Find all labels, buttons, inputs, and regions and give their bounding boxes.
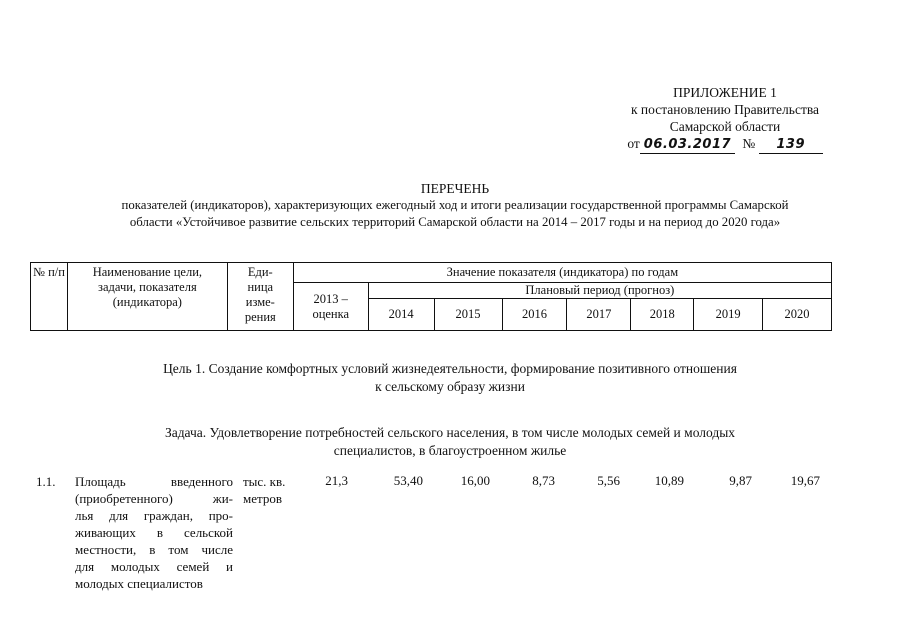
name-line: для молодых семей и bbox=[75, 559, 233, 574]
header-year: 2019 bbox=[694, 299, 763, 331]
header-name: Наименование цели, задачи, показателя (индикатора) bbox=[67, 263, 227, 331]
task-line-2: специалистов, в благоустроенном жилье bbox=[333, 443, 567, 458]
header-num: № п/п bbox=[31, 263, 68, 331]
header-year: 2014 bbox=[368, 299, 434, 331]
unit-line: метров bbox=[243, 491, 282, 506]
row-indicator-name bbox=[75, 473, 233, 592]
title-line-1: показателей (индикаторов), характеризующих ежегодный ход и итоги реализации государственной программы Самарской bbox=[121, 198, 789, 212]
value-2017: 5,56 bbox=[597, 473, 620, 488]
title-line-2: области «Устойчивое развитие сельских территорий Самарской области на 2014 – 2017 годы и на период до 2020 года» bbox=[129, 215, 781, 229]
value-2016: 8,73 bbox=[532, 473, 555, 488]
value-2013: 21,3 bbox=[325, 473, 348, 488]
task-line-1: Задача. Удовлетворение потребностей сельского населения, в том числе молодых семей и молодых bbox=[164, 425, 736, 440]
value-2015: 16,00 bbox=[460, 473, 490, 488]
name-line: лья для граждан, про- bbox=[75, 508, 233, 523]
task-heading bbox=[60, 424, 840, 460]
handwritten-date: 06.03.2017 bbox=[640, 136, 735, 154]
row-number: 1.1. bbox=[36, 474, 56, 489]
header-year: 2020 bbox=[763, 299, 832, 331]
appendix-header bbox=[560, 84, 890, 154]
header-year: 2018 bbox=[631, 299, 694, 331]
handwritten-number: 139 bbox=[759, 136, 823, 154]
unit-line: тыс. кв. bbox=[243, 474, 286, 489]
from-label: от bbox=[627, 136, 640, 151]
value-2014: 53,40 bbox=[393, 473, 423, 488]
name-line: молодых специалистов bbox=[75, 576, 203, 591]
title-heading: ПЕРЕЧЕНЬ bbox=[420, 181, 490, 196]
header-values: Значение показателя (индикатора) по годам bbox=[293, 263, 831, 283]
header-year: 2015 bbox=[434, 299, 502, 331]
name-line: местности, в том числе bbox=[75, 542, 233, 557]
appendix-region-line: Самарской области bbox=[669, 119, 781, 134]
appendix-title: ПРИЛОЖЕНИЕ 1 bbox=[673, 85, 777, 100]
value-2020: 19,67 bbox=[790, 473, 820, 488]
value-2018: 10,89 bbox=[654, 473, 684, 488]
appendix-resolution-line: к постановлению Правительства bbox=[630, 102, 820, 117]
goal-line-1: Цель 1. Создание комфортных условий жизнедеятельности, формирование позитивного отношения bbox=[163, 361, 737, 376]
goal-line-2: к сельскому образу жизни bbox=[375, 379, 525, 394]
header-year: 2017 bbox=[567, 299, 631, 331]
row-unit bbox=[243, 473, 303, 507]
header-unit: Еди- ница изме- рения bbox=[227, 263, 293, 331]
document-title bbox=[40, 180, 870, 231]
header-year: 2016 bbox=[502, 299, 567, 331]
name-line: (приобретенного) жи- bbox=[75, 491, 233, 506]
name-line: живающих в сельской bbox=[75, 525, 233, 540]
value-2019: 9,87 bbox=[729, 473, 752, 488]
header-plan-period: Плановый период (прогноз) bbox=[368, 283, 831, 299]
header-estimate: 2013 – оценка bbox=[293, 283, 368, 331]
goal-heading bbox=[60, 360, 840, 396]
number-label: № bbox=[742, 136, 756, 151]
appendix-date-number-line bbox=[560, 135, 890, 154]
name-line: Площадь введенного bbox=[75, 474, 233, 489]
indicator-table-header bbox=[30, 262, 832, 331]
